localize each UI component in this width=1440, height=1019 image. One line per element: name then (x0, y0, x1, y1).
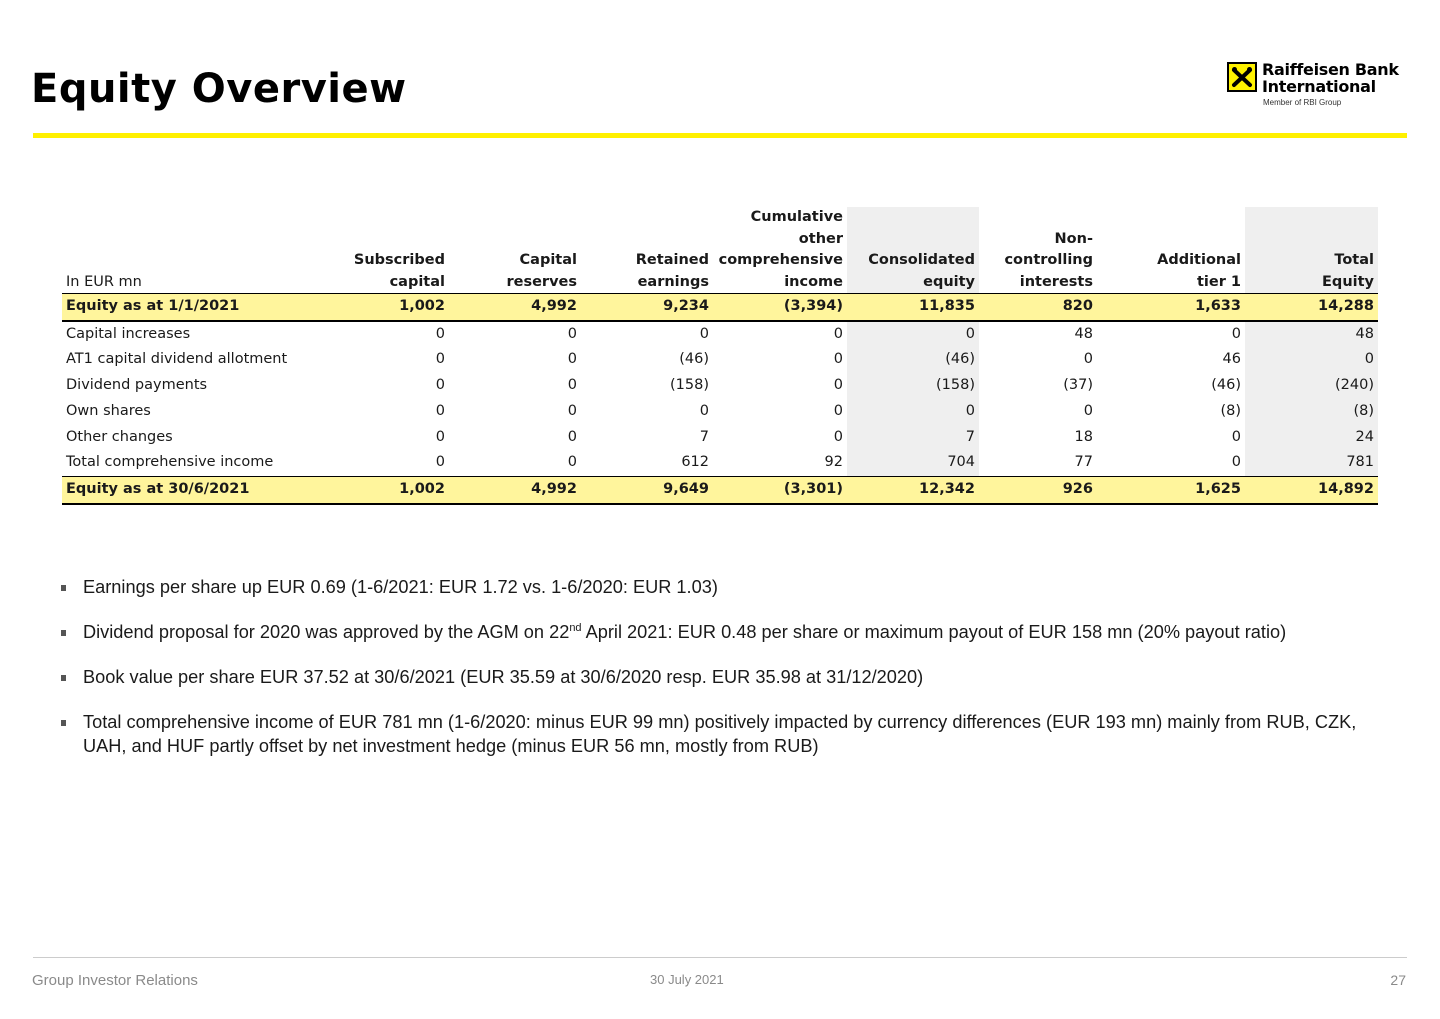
cell-value: (158) (847, 373, 979, 399)
cell-value: 0 (833, 325, 843, 342)
column-header: Non- (1054, 230, 1093, 247)
bullet-item (60, 710, 1390, 758)
column-header (347, 207, 449, 229)
header-spacer (62, 250, 347, 272)
column-header: capital (347, 272, 449, 294)
cell-value: (3,301) (713, 476, 847, 503)
cell-value: 46 (1222, 351, 1241, 368)
cell-value: 1,625 (1097, 476, 1245, 503)
row-label: Dividend payments (66, 377, 208, 394)
cell-value: 0 (1245, 347, 1378, 373)
bullet-item (60, 665, 1390, 689)
cell-value: 781 (1245, 450, 1378, 476)
cell-value: 9,234 (581, 294, 713, 321)
bullet-square-icon (61, 720, 66, 726)
column-header: Total (1245, 250, 1378, 272)
company-logo (1227, 60, 1417, 116)
column-header (847, 207, 979, 229)
column-header (347, 229, 449, 251)
column-header (449, 207, 581, 229)
bullet-square-icon (61, 585, 66, 591)
column-header: Cumulative (750, 209, 843, 225)
cell-value: 1,633 (1097, 294, 1245, 321)
page-number: 27 (1390, 972, 1406, 988)
cell-value: 0 (1231, 325, 1241, 342)
cell-value: 0 (567, 454, 577, 471)
cell-value: 0 (435, 325, 445, 342)
cell-value: 0 (567, 402, 577, 419)
bullet-square-icon (61, 675, 66, 681)
column-header (1245, 229, 1378, 251)
table-row (62, 450, 1378, 476)
column-header: equity (847, 272, 979, 294)
column-header: Consolidated (847, 250, 979, 272)
column-header (1245, 207, 1378, 229)
cell-value: (46) (847, 347, 979, 373)
column-header (1097, 229, 1245, 251)
cell-value: 0 (699, 325, 709, 342)
footer-date: 30 July 2021 (650, 972, 724, 987)
cell-value: 0 (833, 402, 843, 419)
column-header: Capital (519, 252, 577, 268)
page-title: Equity Overview (31, 66, 407, 112)
cell-value: 0 (435, 351, 445, 368)
cell-value: 0 (833, 351, 843, 368)
cell-value: 12,342 (847, 476, 979, 503)
cell-value: 92 (824, 454, 843, 471)
cell-value: 1,002 (347, 476, 449, 503)
logo-name-line2: International (1262, 77, 1376, 96)
bullet-item (60, 620, 1390, 644)
cell-value: 612 (681, 454, 709, 471)
header-spacer (62, 229, 347, 251)
header-spacer (62, 207, 347, 229)
column-header: Additional (1157, 252, 1241, 268)
cell-value: (158) (670, 377, 709, 394)
cell-value: 0 (567, 325, 577, 342)
raiffeisen-gable-cross-icon (1227, 62, 1257, 92)
total-row (62, 476, 1378, 503)
row-label: Equity as at 1/1/2021 (62, 294, 347, 321)
cell-value: (8) (1245, 399, 1378, 425)
cell-value: 24 (1245, 425, 1378, 451)
cell-value: 0 (833, 377, 843, 394)
logo-subtitle: Member of RBI Group (1263, 98, 1342, 107)
bullet-square-icon (61, 630, 66, 636)
table-row (62, 347, 1378, 373)
cell-value: (37) (1063, 377, 1093, 394)
column-header (847, 229, 979, 251)
row-label: Total comprehensive income (66, 454, 274, 471)
table-row (62, 399, 1378, 425)
cell-value: 11,835 (847, 294, 979, 321)
bullet-text-continued: April 2021: EUR 0.48 per share or maximum payout of EUR 158 mn (20% payout ratio) (581, 622, 1287, 642)
cell-value: (240) (1245, 373, 1378, 399)
row-label: Own shares (66, 402, 151, 419)
cell-value: 7 (847, 425, 979, 451)
column-header: interests (979, 272, 1097, 294)
key-points-list (60, 575, 1390, 779)
cell-value: 4,992 (449, 476, 581, 503)
cell-value: 0 (833, 428, 843, 445)
cell-value: 926 (979, 476, 1097, 503)
equity-table (62, 207, 1378, 505)
bullet-text: Dividend proposal for 2020 was approved by the AGM on 22 (83, 622, 570, 642)
row-label: Capital increases (66, 325, 191, 342)
bullet-text: Book value per share EUR 37.52 at 30/6/2021 (EUR 35.59 at 30/6/2020 resp. EUR 35.98 at 31/12/2020) (83, 667, 924, 687)
ordinal-suffix: nd (569, 621, 582, 634)
cell-value: 0 (1231, 428, 1241, 445)
cell-value: 0 (1231, 454, 1241, 471)
cell-value: 0 (435, 454, 445, 471)
column-header (449, 229, 581, 251)
cell-value: (8) (1220, 402, 1241, 419)
logo-name-line1: Raiffeisen Bank (1262, 60, 1399, 79)
footer-department: Group Investor Relations (32, 972, 198, 989)
cell-value: 0 (567, 428, 577, 445)
cell-value: 0 (847, 399, 979, 425)
cell-value: 0 (847, 321, 979, 348)
cell-value: 0 (567, 351, 577, 368)
column-header: comprehensive (718, 252, 843, 268)
cell-value: 0 (567, 377, 577, 394)
cell-value: 0 (1083, 402, 1093, 419)
cell-value: 0 (435, 402, 445, 419)
column-header: other (798, 230, 843, 247)
bullet-item (60, 575, 1390, 599)
column-header: reserves (449, 272, 581, 294)
row-label: Equity as at 30/6/2021 (62, 476, 347, 503)
title-underline (33, 133, 1407, 138)
column-header: Retained (635, 252, 709, 268)
column-header: Subscribed (353, 252, 445, 268)
column-header (1097, 207, 1245, 229)
cell-value: (46) (679, 351, 709, 368)
cell-value: 48 (1245, 321, 1378, 348)
cell-value: 77 (1074, 454, 1093, 471)
cell-value: 14,288 (1245, 294, 1378, 321)
cell-value: 7 (699, 428, 709, 445)
cell-value: 0 (1083, 351, 1093, 368)
cell-value: 14,892 (1245, 476, 1378, 503)
cell-value: 9,649 (581, 476, 713, 503)
cell-value: 0 (435, 377, 445, 394)
cell-value: 18 (1074, 428, 1093, 445)
row-label: AT1 capital dividend allotment (66, 351, 288, 368)
cell-value: 0 (699, 402, 709, 419)
bullet-text: Earnings per share up EUR 0.69 (1-6/2021: EUR 1.72 vs. 1-6/2020: EUR 1.03) (83, 577, 718, 597)
cell-value: 820 (979, 294, 1097, 321)
cell-value: 704 (847, 450, 979, 476)
bullet-text: Total comprehensive income of EUR 781 mn (1-6/2020: minus EUR 99 mn) positively impacted by currency differences (EUR 193 mn) mainly from RUB, CZK, UAH, and HUF partly offset by net investment hedge (minus EUR 56 mn, mostly from RUB) (83, 712, 1357, 756)
cell-value: 4,992 (449, 294, 581, 321)
cell-value: 48 (1074, 325, 1093, 342)
unit-label: In EUR mn (62, 272, 347, 294)
total-row (62, 294, 1378, 321)
column-header (979, 207, 1097, 229)
column-header: earnings (581, 272, 713, 294)
column-header: controlling (1004, 252, 1093, 268)
cell-value: 0 (435, 428, 445, 445)
cell-value: (3,394) (713, 294, 847, 321)
column-header (581, 229, 713, 251)
table-row (62, 373, 1378, 399)
table-row (62, 425, 1378, 451)
table-row (62, 321, 1378, 348)
column-header (581, 207, 713, 229)
footer-divider (33, 957, 1407, 958)
cell-value: 1,002 (347, 294, 449, 321)
column-header: tier 1 (1097, 272, 1245, 294)
row-label: Other changes (66, 428, 173, 445)
cell-value: (46) (1211, 377, 1241, 394)
column-header: income (713, 272, 847, 294)
column-header: Equity (1245, 272, 1378, 294)
